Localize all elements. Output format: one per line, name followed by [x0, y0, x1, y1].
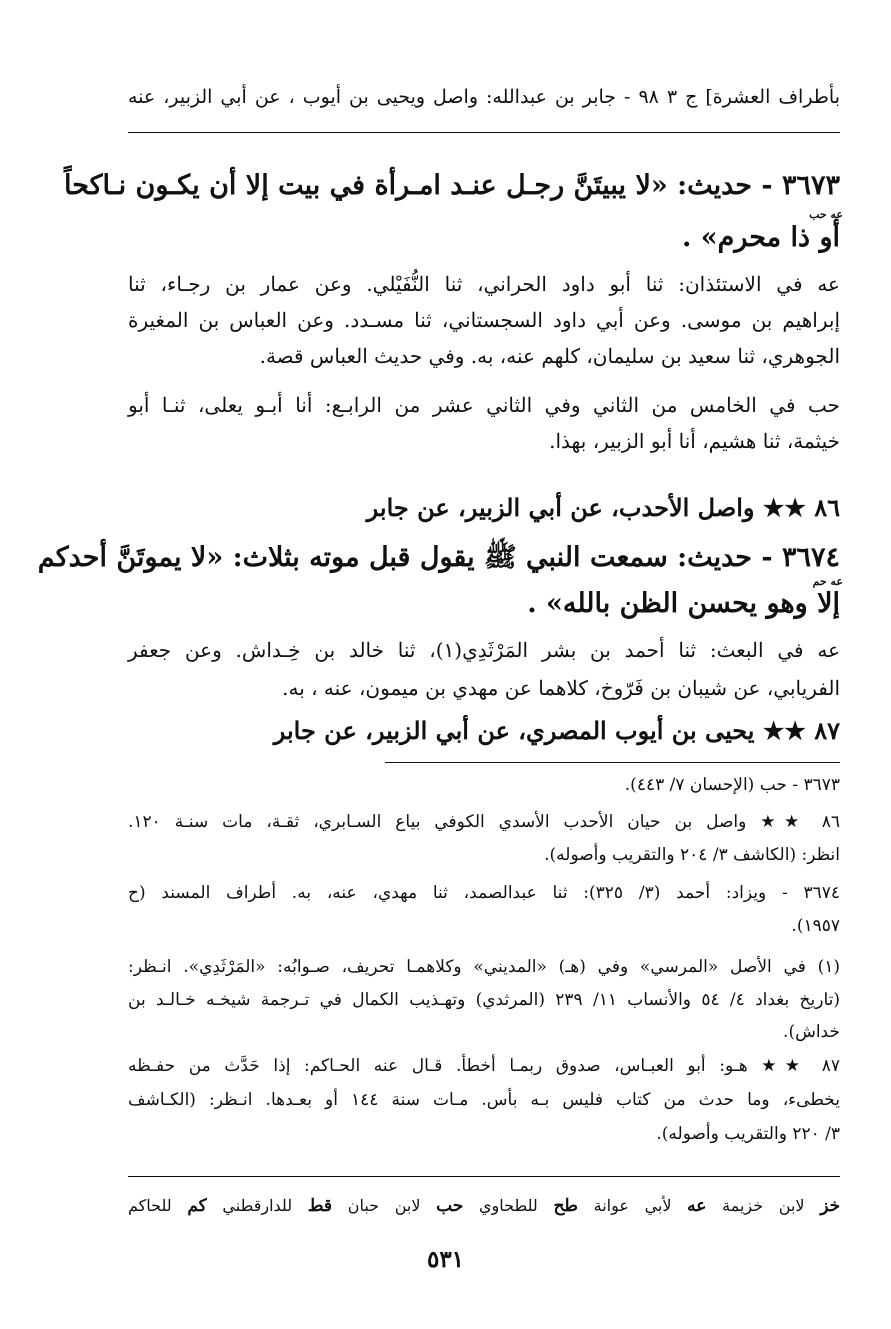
- note-3673: ٣٦٧٣ - حب (الإحسان ٧/ ٤٤٣).: [624, 775, 840, 795]
- legend-rule: [128, 1176, 840, 1177]
- footnote-1-line3: خداش).: [783, 1022, 840, 1042]
- hadith-3674-line2: إلا وهو يحسن الظن بالله» .: [527, 588, 840, 619]
- hadith-3673-line1: ٣٦٧٣ - حديث: «لا يبيتَنَّ رجـل عنـد امـرأة في بيت إلا أن يكـون نـاكحاً: [64, 170, 840, 201]
- legend-key-ah: عه لأبي عوانة: [593, 1196, 707, 1216]
- para3-line2: الفريابي، عن شيبان بن فَرّوخ، كلاهما عن مهدي بن ميمون، عنه ، به.: [282, 676, 840, 700]
- hadith-3674-marks: عه حم: [812, 575, 843, 588]
- note-87-line1: ٨٧ ★★ هـو: أبو العبـاس، صدوق ربمـا أخطأ. قـال عنه الحـاكم: إذا حَدَّث من حفـظه: [128, 1056, 840, 1076]
- para2-line1: حب في الخامس من الثاني وفي الثاني عشر من الرابـع: أنا أبـو يعلى، ثنـا أبو: [128, 393, 840, 417]
- abbreviation-legend: [128, 1196, 840, 1216]
- note-3674-line1: ٣٦٧٤ - ويزاد: أحمد (٣/ ٣٢٥): ثنا عبدالصمد، ثنا مهدي، عنه، به. أطراف المسند (ح: [128, 883, 840, 903]
- hadith-3673-marks: عه حب: [809, 208, 843, 221]
- legend-key-qut: قط للدارقطني: [222, 1196, 333, 1216]
- footnote-rule: [385, 762, 840, 763]
- para1-line1: عه في الاستئذان: ثنا أبو داود الحراني، ثنا النُّفَيْلي. وعن عمار بن رجـاء، ثنا: [128, 272, 840, 296]
- note-86-line1: ٨٦ ★★ واصل بن حيان الأحدب الأسدي الكوفي بياع السـابري، ثقـة، مات سنـة ١٢٠.: [128, 812, 840, 832]
- hadith-3674-line1: ٣٦٧٤ - حديث: سمعت النبي ﷺ يقول قبل موته بثلاث: «لا يموتَنَّ أحدكم: [37, 542, 840, 573]
- para1-line3: الجوهري، ثنا سعيد بن سليمان، كلهم عنه، به. وفي حديث العباس قصة.: [259, 344, 840, 368]
- running-header: بأطراف العشرة] ج ٣ ٩٨ - جابر بن عبدالله: واصل ويحيى بن أيوب ، عن أبي الزبير، عنه: [128, 86, 841, 108]
- legend-key-tah: طح للطحاوي: [479, 1196, 578, 1216]
- note-3674-line2: ١٩٥٧).: [791, 916, 840, 936]
- footnote-1-line2: (تاريخ بغداد ٤/ ٥٤ والأنساب ١١/ ٢٣٩ (المرثدي) وتهـذيب الكمال في تـرجمة شيخـه خـالـد بن: [128, 990, 840, 1010]
- note-87-line3: ٣/ ٢٢٠ والتقريب وأصوله).: [656, 1124, 840, 1144]
- section-87-heading: ٨٧ ★★ يحيى بن أيوب المصري، عن أبي الزبير، عن جابر: [273, 716, 840, 745]
- legend-key-hib: حب لابن حبان: [347, 1196, 464, 1216]
- legend-key-kam: كم للحاكم: [128, 1196, 207, 1216]
- footnote-1-line1: (١) في الأصل «المرسي» وفي (هـ) «المديني» وكلاهمـا تحريف، صـوابُه: «المَرْثَدِي». انـظر:: [128, 957, 840, 977]
- hadith-3673-line2: أو ذا محرم» .: [681, 222, 840, 253]
- header-rule: [128, 132, 840, 133]
- para1-line2: إبراهيم بن موسى. وعن أبي داود السجستاني، ثنا مسـدد. وعن العباس بن المغيرة: [128, 308, 840, 332]
- note-87-line2: يخطىء، وما حدث من كتاب فليس بـه بأس. مـات سنة ١٤٤ أو بعـدها. انـظر: (الكـاشف: [128, 1090, 840, 1110]
- section-86-heading: ٨٦ ★★ واصل الأحدب، عن أبي الزبير، عن جابر: [366, 493, 840, 522]
- para3-line1: عه في البعث: ثنا أحمد بن بشر المَرْثَدِي(١)، ثنا خالد بن خِـداش. وعن جعفر: [128, 638, 841, 662]
- para2-line2: خيثمة، ثنا هشيم، أنا أبو الزبير، بهذا.: [549, 429, 840, 453]
- legend-key-khuz: خز لابن خزيمة: [722, 1196, 841, 1216]
- note-86-line2: انظر: (الكاشف ٣/ ٢٠٤ والتقريب وأصوله).: [544, 845, 840, 865]
- page-number: ٥٣١: [426, 1246, 465, 1273]
